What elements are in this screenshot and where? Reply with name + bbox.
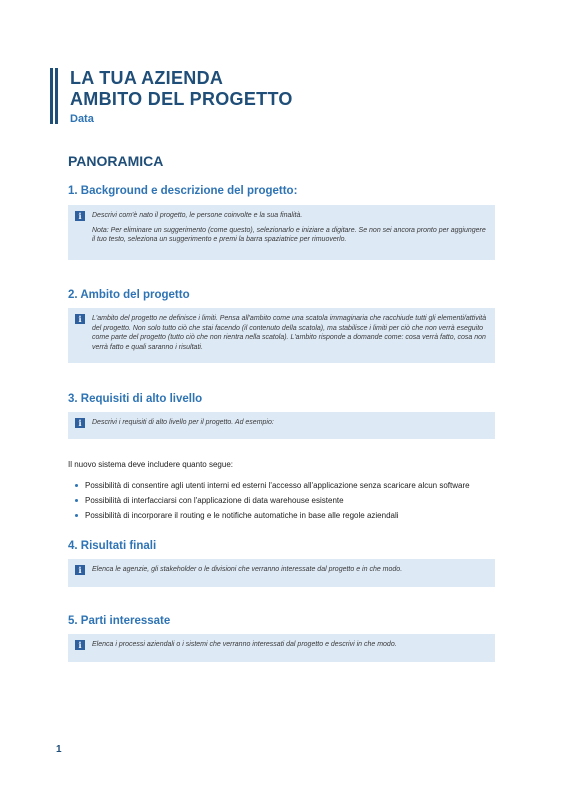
tip-box-deliverables[interactable]	[68, 559, 495, 587]
info-icon: i	[75, 565, 85, 575]
info-icon: i	[75, 314, 85, 324]
tip-text: Nota: Per eliminare un suggerimento (come questo), selezionarlo e iniziare a digitare. Se non sei ancora pronto per aggiungere il tuo testo, seleziona un suggerimento e premi la barra spaziatrice per rimuoverlo.	[92, 226, 486, 243]
requirements-list	[68, 478, 498, 523]
info-icon: i	[75, 211, 85, 221]
header-accent-bars	[50, 68, 58, 124]
list-item: Possibilità di interfacciarsi con l'applicazione di data warehouse esistente	[68, 493, 498, 508]
section-heading-background: 1. Background e descrizione del progetto:	[68, 185, 298, 197]
list-item: Possibilità di consentire agli utenti interni ed esterni l'accesso all'applicazione senza scaricare alcun software	[68, 478, 498, 493]
bullet-icon	[75, 499, 78, 502]
requirements-intro: Il nuovo sistema deve includere quanto segue:	[68, 460, 233, 469]
info-icon: i	[75, 418, 85, 428]
company-name-title: LA TUA AZIENDA	[70, 68, 224, 88]
tip-box-scope[interactable]	[68, 308, 495, 363]
tip-text: L'ambito del progetto ne definisce i limiti. Pensa all'ambito come una scatola immaginaria che racchiude tutti gli elementi/attività del progetto. Non solo tutto ciò che stai facendo (il contenuto della scatola), ma stabilisce i limiti per ciò che non verrà eseguito come parte del progetto (tutto ciò che non rientra nella scatola). L'ambito risponde a domande come: cosa verrà fatto, cosa non verrà fatto e quali saranno i risultati.	[92, 315, 487, 351]
info-icon: i	[75, 640, 85, 650]
tip-box-background[interactable]	[68, 205, 495, 260]
overview-heading: PANORAMICA	[68, 153, 164, 169]
section-heading-requirements: 3. Requisiti di alto livello	[68, 393, 203, 405]
date-field[interactable]: Data	[70, 113, 94, 125]
bullet-icon	[75, 484, 78, 487]
tip-box-stakeholders[interactable]	[68, 634, 495, 662]
tip-text: Elenca le agenzie, gli stakeholder o le divisioni che verranno interessate dal progetto e in che modo.	[92, 566, 403, 573]
section-heading-deliverables: 4. Risultati finali	[68, 540, 157, 552]
tip-text: Descrivi i requisiti di alto livello per il progetto. Ad esempio:	[92, 419, 274, 426]
tip-box-requirements[interactable]	[68, 412, 495, 439]
section-heading-stakeholders: 5. Parti interessate	[68, 615, 171, 627]
tip-text: Descrivi com'è nato il progetto, le persone coinvolte e la sua finalità.	[92, 212, 303, 219]
list-item: Possibilità di incorporare il routing e le notifiche automatiche in base alle regole aziendali	[68, 508, 498, 523]
project-scope-title: AMBITO DEL PROGETTO	[70, 89, 293, 109]
section-heading-scope: 2. Ambito del progetto	[68, 289, 190, 301]
tip-text: Elenca i processi aziendali o i sistemi che verranno interessati dal progetto e descrivi in che modo.	[92, 641, 397, 648]
bullet-icon	[75, 514, 78, 517]
page-number: 1	[56, 744, 62, 755]
